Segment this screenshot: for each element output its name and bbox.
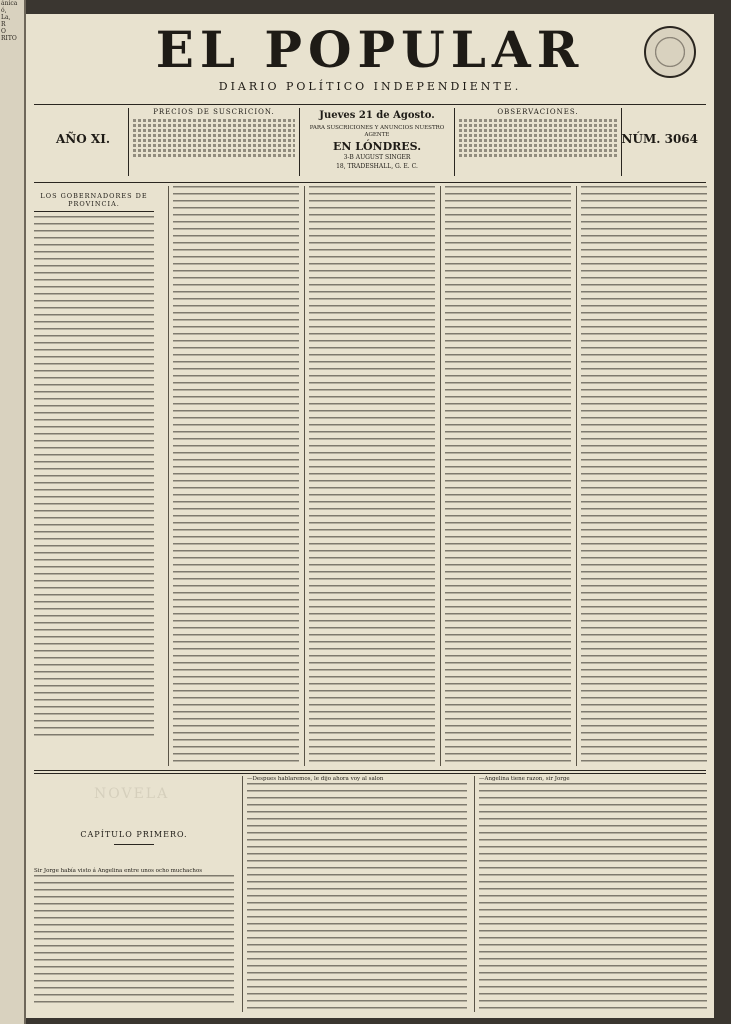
year-label: AÑO XI. <box>56 132 111 146</box>
date-and-agent-box <box>304 108 450 176</box>
folletin-column-3 <box>474 776 707 1012</box>
folletin-line: —Despues hablaremos, le dijo ahora voy al salon <box>247 776 467 783</box>
masthead <box>26 14 714 114</box>
library-stamp-seal <box>644 26 696 78</box>
subscription-prices-text <box>129 119 299 157</box>
column-text <box>445 186 571 762</box>
folletin-rule <box>34 770 706 774</box>
agent-address-line-2: 18, TRADESHALL, G. E. C. <box>336 163 418 170</box>
column-4 <box>440 186 571 766</box>
observations-text <box>455 119 621 157</box>
column-3 <box>304 186 435 766</box>
info-bar-rule <box>34 182 706 183</box>
folletin-column-1 <box>34 776 234 1012</box>
newspaper-subtitle: DIARIO POLÍTICO INDEPENDIENTE. <box>218 80 522 93</box>
observations-heading: OBSERVACIONES. <box>497 108 579 116</box>
bleedthrough-text: NOVELA <box>94 786 170 802</box>
agent-city: EN LÓNDRES. <box>332 140 422 153</box>
newspaper-page <box>26 14 714 1018</box>
column-text <box>173 186 299 762</box>
info-bar <box>34 106 706 180</box>
folletin-text <box>247 776 467 1012</box>
folletin-line: Sir Jorge había visto á Angelina entre unos ocho muchachos <box>34 868 234 875</box>
subscription-prices-box <box>128 108 300 176</box>
adjacent-page-edge: ánica ó, La, R O RITO <box>0 0 26 1024</box>
column-2 <box>168 186 299 766</box>
folletin-line: —Angelina tiene razon, sir Jorge <box>479 776 707 783</box>
issue-date: Jueves 21 de Agosto. <box>319 110 435 121</box>
subscription-prices-heading: PRECIOS DE SUSCRICION. <box>153 108 275 116</box>
folletin-text <box>479 776 707 1012</box>
agent-address-line-1: 3-B AUGUST SINGER <box>343 154 411 161</box>
chapter-rule <box>114 844 154 845</box>
observations-box <box>454 108 622 176</box>
folletin-text <box>34 868 234 1008</box>
chapter-title: CAPÍTULO PRIMERO. <box>80 830 188 839</box>
newspaper-title: EL POPULAR <box>155 20 585 79</box>
column-text <box>581 186 707 762</box>
main-columns <box>34 186 706 766</box>
masthead-rule <box>34 104 706 105</box>
folletin-section <box>34 776 706 1016</box>
column-text <box>309 186 435 762</box>
article-body <box>34 216 154 740</box>
folletin-column-2 <box>242 776 467 1012</box>
agent-intro: PARA SUSCRICIONES Y ANUNCIOS NUESTRO AGENTE <box>309 125 445 138</box>
column-1 <box>34 186 154 766</box>
issue-number: NÚM. 3064 <box>621 132 698 146</box>
article-heading: LOS GOBERNADORES DE PROVINCIA. <box>34 186 154 212</box>
column-5 <box>576 186 707 766</box>
